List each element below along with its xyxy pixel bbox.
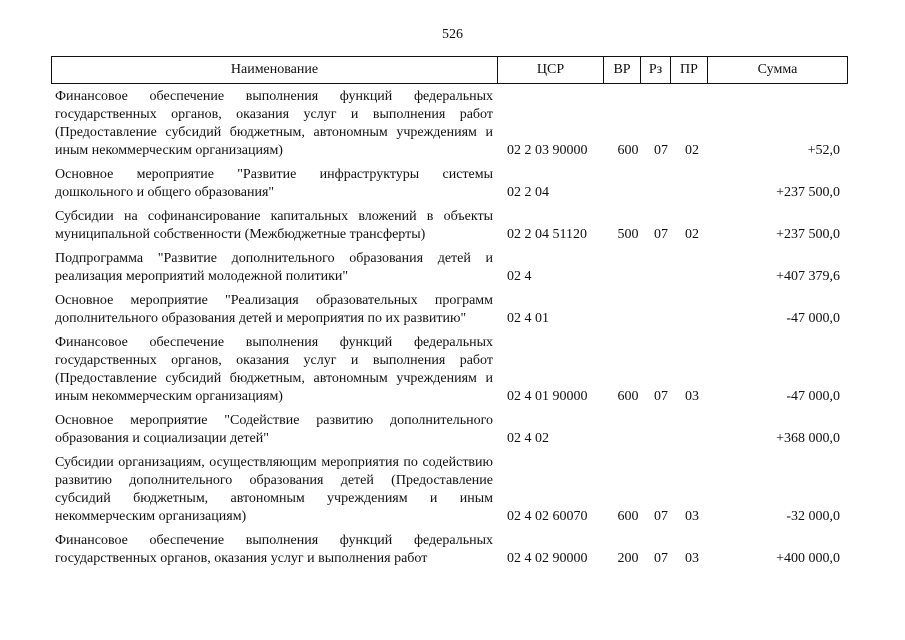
row-name: Подпрограмма "Развитие дополнительного образования детей и реализация мероприятий молодежной политики" [55,251,493,284]
row-pr: 03 [685,389,699,404]
row-vr: 200 [617,551,639,566]
row-name: Финансовое обеспечение выполнения функций федеральных государственных органов, оказания услуг и выполнения работ (Предоставление субсидий бюджетным, автономным учреждениям и иным некоммерческим организациям) [55,335,493,404]
table-row [55,334,845,406]
row-csr: 02 2 03 90000 [507,143,588,158]
table-body [55,88,845,574]
row-rz: 07 [654,389,668,404]
row-name: Основное мероприятие "Развитие инфраструктуры системы дошкольного и общего образования" [55,167,493,200]
row-rz: 07 [654,551,668,566]
row-rz: 07 [654,509,668,524]
row-csr: 02 4 02 90000 [507,551,588,566]
table-row [55,250,845,286]
table-row [55,88,845,160]
header-rz: Рз [641,57,671,83]
row-sum: -47 000,0 [786,389,840,404]
row-sum: -32 000,0 [786,509,840,524]
row-rz: 07 [654,143,668,158]
row-csr: 02 2 04 51120 [507,227,587,242]
row-vr: 600 [617,143,639,158]
row-csr: 02 4 02 60070 [507,509,588,524]
row-vr: 500 [617,227,639,242]
table-header [51,56,848,84]
row-name: Основное мероприятие "Содействие развитию дополнительного образования и социализации детей" [55,413,493,446]
table-row [55,292,845,328]
row-name: Финансовое обеспечение выполнения функций федеральных государственных органов, оказания услуг и выполнения работ [55,533,493,566]
row-name: Субсидии организациям, осуществляющим мероприятия по содействию развитию дополнительного образования детей (Предоставление субсидий бюджетным, автономным учреждениям и иным некоммерческим организациям) [55,455,493,524]
row-sum: +237 500,0 [776,227,840,242]
row-sum: +237 500,0 [776,185,840,200]
row-sum: +52,0 [807,143,840,158]
row-vr: 600 [617,509,639,524]
page-number: 526 [442,27,463,42]
header-sum: Сумма [757,62,798,77]
header-pr: ПР [671,57,708,83]
header-csr: ЦСР [498,57,604,83]
header-vr: ВР [604,57,641,83]
row-sum: +400 000,0 [776,551,840,566]
row-sum: +368 000,0 [776,431,840,446]
table-row [55,454,845,526]
row-name: Основное мероприятие "Реализация образовательных программ дополнительного образования детей и мероприятия по их развитию" [55,293,493,326]
row-pr: 02 [685,143,699,158]
table-row [55,532,845,568]
row-csr: 02 4 02 [507,431,549,446]
row-vr: 600 [617,389,639,404]
row-csr: 02 4 01 [507,311,549,326]
table-row [55,412,845,448]
row-csr: 02 4 [507,269,532,284]
row-name: Финансовое обеспечение выполнения функций федеральных государственных органов, оказания услуг и выполнения работ (Предоставление субсидий бюджетным, автономным учреждениям и иным некоммерческим организациям) [55,89,493,158]
table-row [55,208,845,244]
row-name: Субсидии на софинансирование капитальных вложений в объекты муниципальной собственности (Межбюджетные трансферты) [55,209,493,242]
row-sum: +407 379,6 [776,269,840,284]
row-csr: 02 2 04 [507,185,549,200]
row-csr: 02 4 01 90000 [507,389,588,404]
row-rz: 07 [654,227,668,242]
row-pr: 03 [685,551,699,566]
row-pr: 03 [685,509,699,524]
row-pr: 02 [685,227,699,242]
row-sum: -47 000,0 [786,311,840,326]
header-name: Наименование [52,57,498,83]
table-row [55,166,845,202]
